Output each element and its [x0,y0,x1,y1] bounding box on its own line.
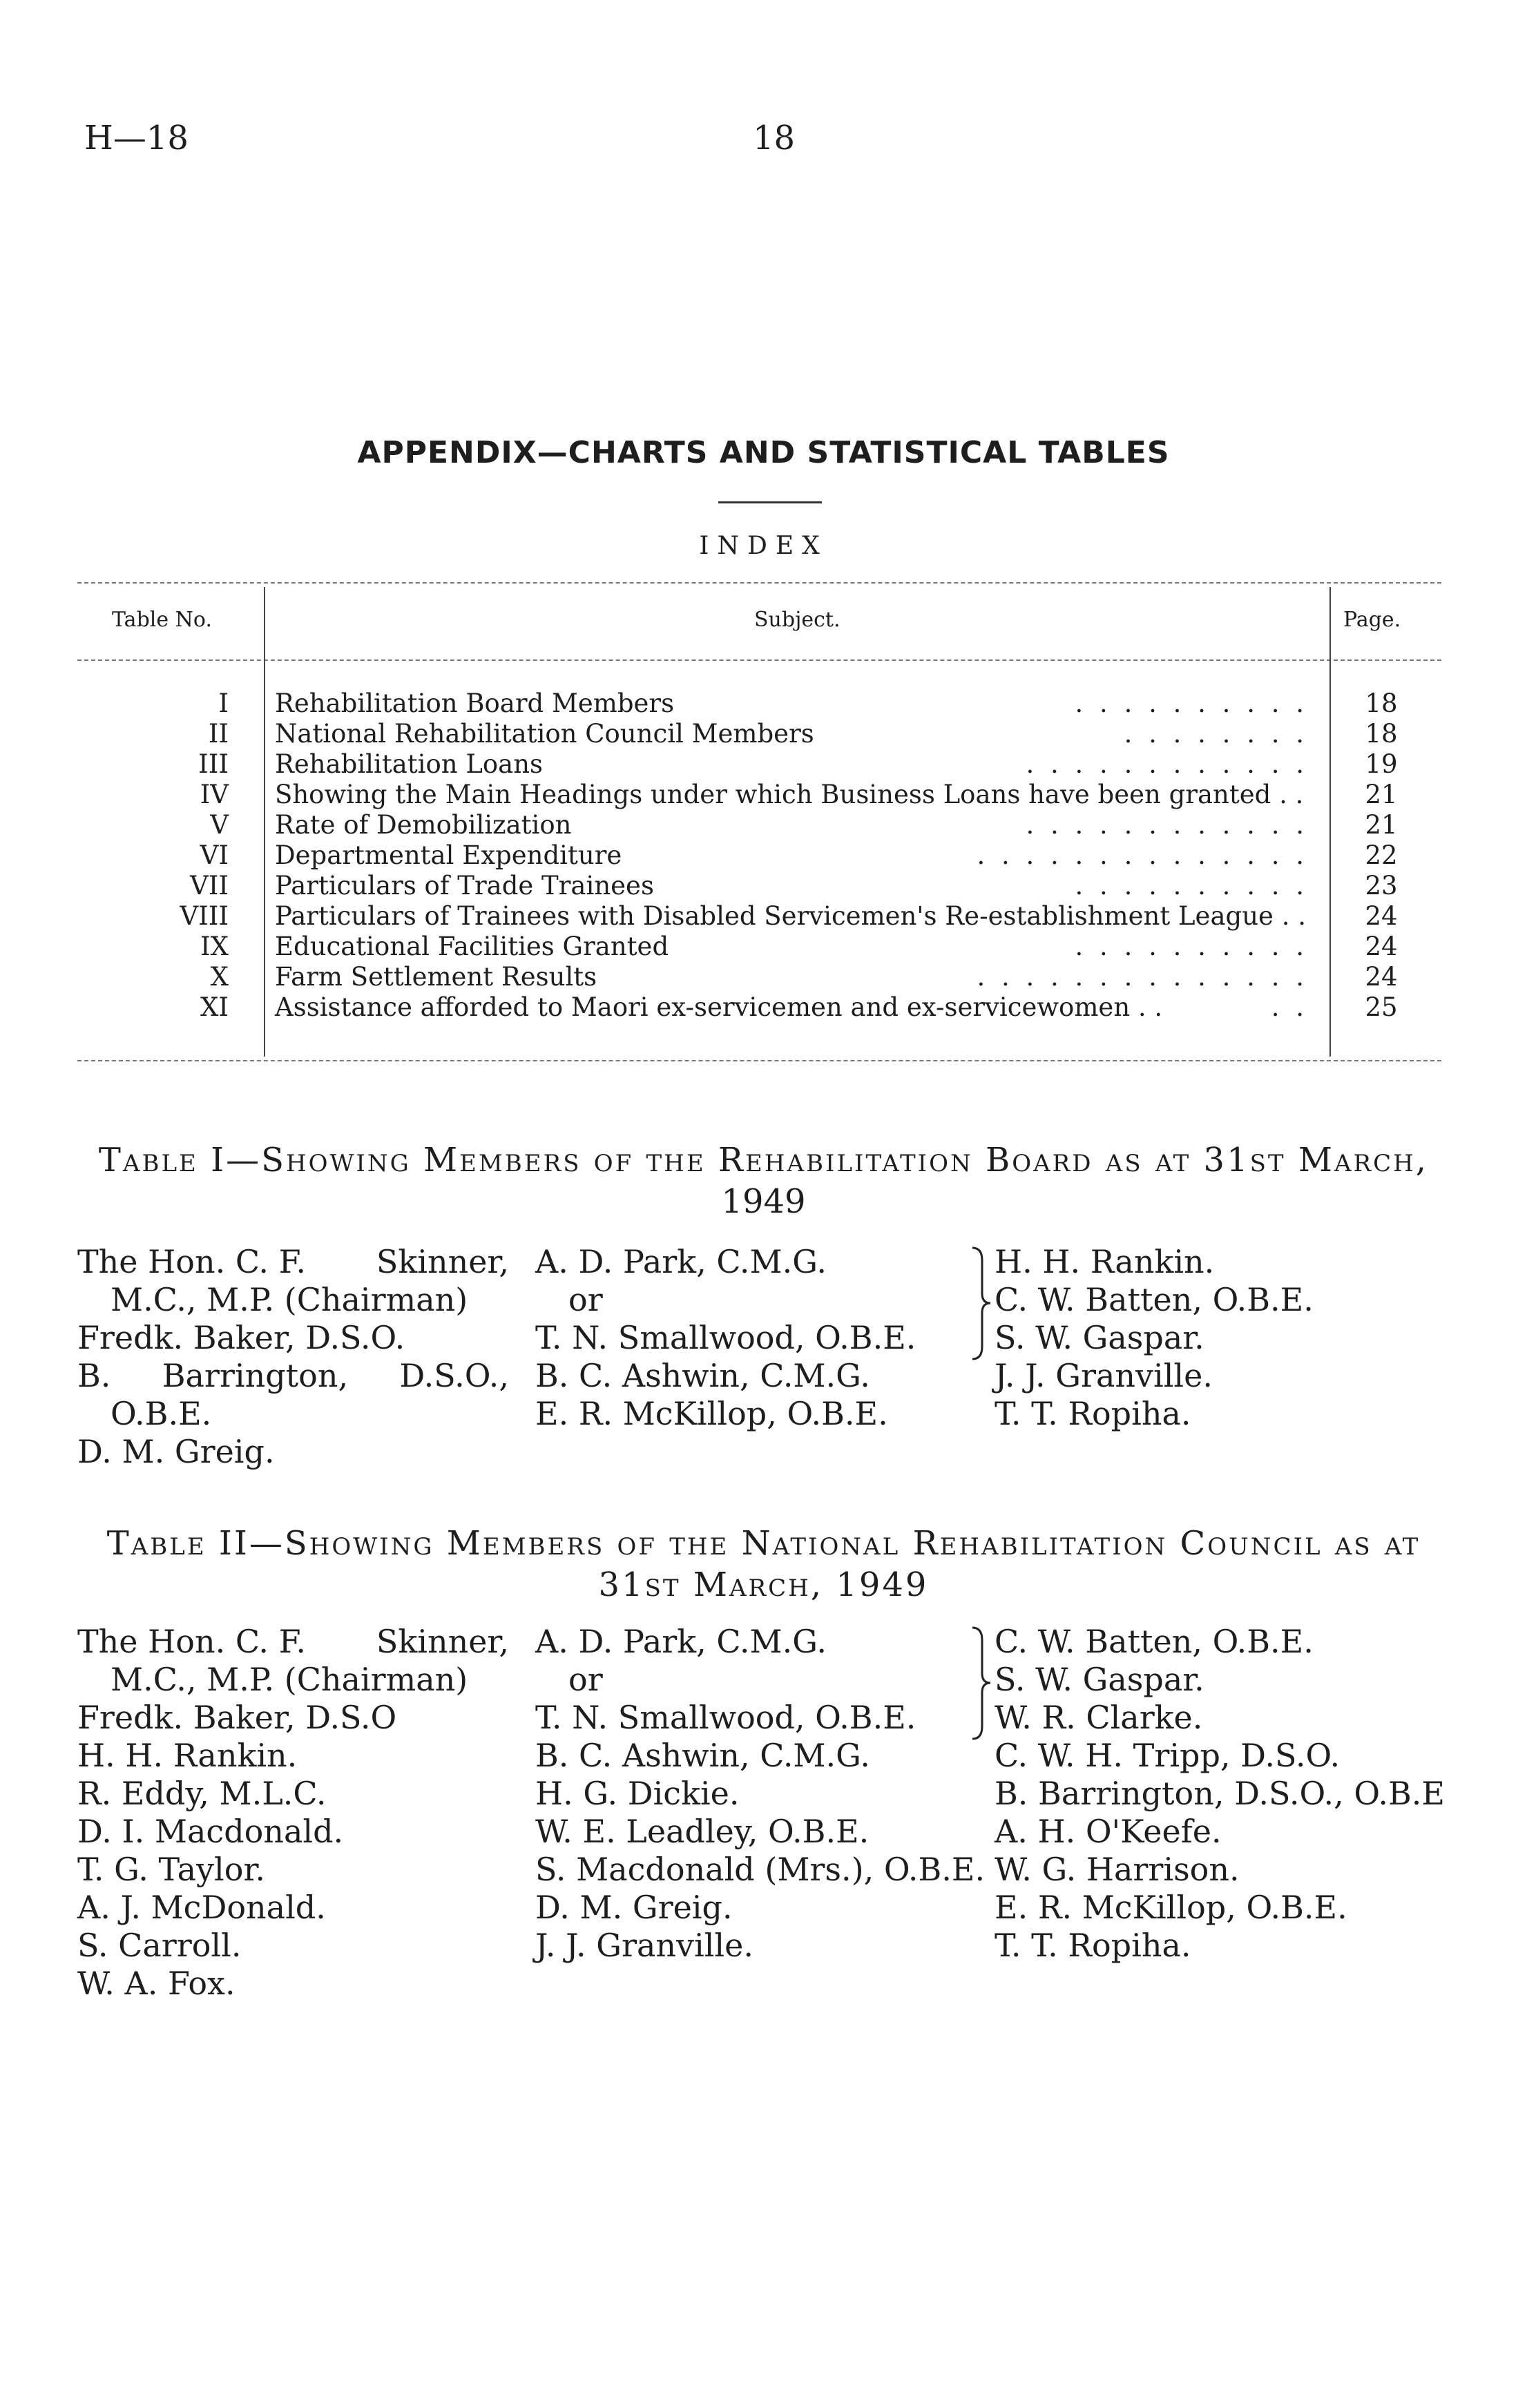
page-ref: 22 [1365,840,1398,870]
column-header-subject: Subject. [754,608,841,632]
alternates-brace [967,1626,995,1740]
column-header-table-no: Table No. [112,608,212,632]
name-line: T. N. Smallwood, O.B.E. [535,1699,916,1736]
index-row [0,962,1527,992]
index-header-rule [77,659,1441,661]
name-line: A. J. McDonald. [77,1889,326,1926]
table-subject: Particulars of Trade Trainees [275,871,654,900]
page-ref: 25 [1365,992,1398,1022]
name-line: W. A. Fox. [77,1965,236,2002]
name-line: C. W. H. Tripp, D.S.O. [995,1737,1341,1774]
name-line: J. J. Granville. [995,1357,1213,1394]
name-line: W. E. Leadley, O.B.E. [535,1813,870,1850]
name-line: T. N. Smallwood, O.B.E. [535,1319,916,1356]
name-line: D. I. Macdonald. [77,1813,344,1850]
leader-dots: . . . . . . . . . . . . . . [977,962,1308,992]
name-line: H. H. Rankin. [995,1243,1215,1280]
table-2-title-line-1: Table II—Showing Members of the National Rehabilitation Council as at [106,1524,1421,1563]
table-number: I [218,688,229,718]
table-2-column-1 [77,1623,509,2003]
index-label: INDEX [699,532,828,560]
name-line: S. W. Gaspar. [995,1661,1204,1698]
column-header-page: Page. [1343,608,1401,632]
table-number: VI [200,840,229,870]
leader-dots: . . . . . . . . . . [1075,688,1308,718]
page-ref: 24 [1365,962,1398,992]
name-line: B. C. Ashwin, C.M.G. [535,1737,870,1774]
name-line: H. H. Rankin. [77,1737,298,1774]
table-1-title [0,1139,1527,1222]
index-row [0,992,1527,1023]
page-number: 18 [753,119,796,157]
table-subject: Particulars of Trainees with Disabled Servicemen's Re-establishment League . . [275,901,1306,931]
table-1-column-1 [77,1243,509,1471]
index-row [0,749,1527,780]
name-line: The Hon. C. F. Skinner, [77,1623,509,1660]
table-2-column-2 [535,1623,985,1965]
page-ref: 24 [1365,901,1398,931]
name-line: J. J. Granville. [535,1927,753,1964]
leader-dots: . . . . . . . . . . [1075,871,1308,900]
name-line: The Hon. C. F. Skinner, [77,1243,509,1280]
index-row [0,719,1527,749]
index-row [0,932,1527,962]
table-subject: Rehabilitation Loans [275,749,544,779]
page-code: H—18 [84,119,189,157]
table-subject: Assistance afforded to Maori ex-servicemen and ex-servicewomen . . [275,992,1163,1022]
index-bottom-rule [77,1060,1441,1061]
table-2-title [0,1523,1527,1606]
index-row [0,840,1527,871]
name-line: T. T. Ropiha. [995,1927,1191,1964]
page-ref: 18 [1365,688,1398,718]
name-line: D. M. Greig. [535,1889,733,1926]
page-ref: 24 [1365,932,1398,961]
conjunction: or [568,1661,603,1698]
name-line: T. T. Ropiha. [995,1395,1191,1432]
name-line: C. W. Batten, O.B.E. [995,1281,1314,1318]
index-row [0,901,1527,932]
leader-dots: . . . . . . . . . . . . . . [977,840,1308,870]
page-ref: 19 [1365,749,1398,779]
table-number: XI [200,992,229,1022]
name-line: E. R. McKillop, O.B.E. [535,1395,888,1432]
leader-dots: . . . . . . . . . . [1075,932,1308,961]
name-line: S. W. Gaspar. [995,1319,1204,1356]
index-row [0,810,1527,840]
title-rule [718,501,822,503]
index-row [0,688,1527,719]
name-line: C. W. Batten, O.B.E. [995,1623,1314,1660]
name-line: W. G. Harrison. [995,1851,1240,1888]
table-2-title-line-2: 31st March, 1949 [598,1566,929,1604]
table-subject: Departmental Expenditure [275,840,622,870]
index-top-rule [77,582,1441,584]
table-number: X [210,962,229,992]
index-row [0,780,1527,810]
name-line: B. C. Ashwin, C.M.G. [535,1357,870,1394]
table-1-column-3 [995,1243,1314,1433]
table-2-column-3 [995,1623,1445,1965]
table-subject: Farm Settlement Results [275,962,597,992]
name-line: S. Macdonald (Mrs.), O.B.E. [535,1851,986,1888]
name-line: A. D. Park, C.M.G. [535,1243,827,1280]
name-line: R. Eddy, M.L.C. [77,1775,327,1812]
table-subject: Rate of Demobilization [275,810,572,840]
page-ref: 23 [1365,871,1398,900]
alternates-brace [967,1246,995,1360]
table-number: III [198,749,229,779]
index-row [0,871,1527,901]
table-subject: Rehabilitation Board Members [275,688,675,718]
table-number: IX [200,932,229,961]
name-line: T. G. Taylor. [77,1851,266,1888]
name-line: S. Carroll. [77,1927,242,1964]
page-ref: 18 [1365,719,1398,749]
table-subject: Educational Facilities Granted [275,932,669,961]
name-line: O.B.E. [111,1395,212,1432]
name-line: B. Barrington, D.S.O., [77,1357,509,1394]
table-1-title-line-1: Table I—Showing Members of the Rehabilitation Board as at 31st March, [98,1141,1429,1179]
name-line: A. D. Park, C.M.G. [535,1623,827,1660]
table-subject: National Rehabilitation Council Members [275,719,814,749]
name-line: E. R. McKillop, O.B.E. [995,1889,1347,1926]
name-line: Fredk. Baker, D.S.O. [77,1319,405,1356]
leader-dots: . . . . . . . . . . . . [1026,749,1308,779]
table-1-column-2 [535,1243,916,1433]
leader-dots: . . [1271,992,1308,1022]
table-number: II [208,719,229,749]
appendix-title: APPENDIX—CHARTS AND STATISTICAL TABLES [357,435,1170,470]
table-subject: Showing the Main Headings under which Business Loans have been granted . . [275,780,1304,809]
table-number: VII [190,871,229,900]
page-ref: 21 [1365,780,1398,809]
name-line: W. R. Clarke. [995,1699,1203,1736]
leader-dots: . . . . . . . . [1124,719,1308,749]
name-line: M.C., M.P. (Chairman) [111,1281,468,1318]
table-number: V [210,810,229,840]
page-ref: 21 [1365,810,1398,840]
name-line: M.C., M.P. (Chairman) [111,1661,468,1698]
table-number: VIII [180,901,229,931]
leader-dots: . . . . . . . . . . . . [1026,810,1308,840]
name-line: A. H. O'Keefe. [995,1813,1222,1850]
name-line: B. Barrington, D.S.O., O.B.E [995,1775,1445,1812]
name-line: Fredk. Baker, D.S.O [77,1699,397,1736]
table-1-title-line-2: 1949 [721,1182,806,1221]
conjunction: or [568,1281,603,1318]
table-number: IV [200,780,229,809]
name-line: D. M. Greig. [77,1433,275,1470]
name-line: H. G. Dickie. [535,1775,740,1812]
